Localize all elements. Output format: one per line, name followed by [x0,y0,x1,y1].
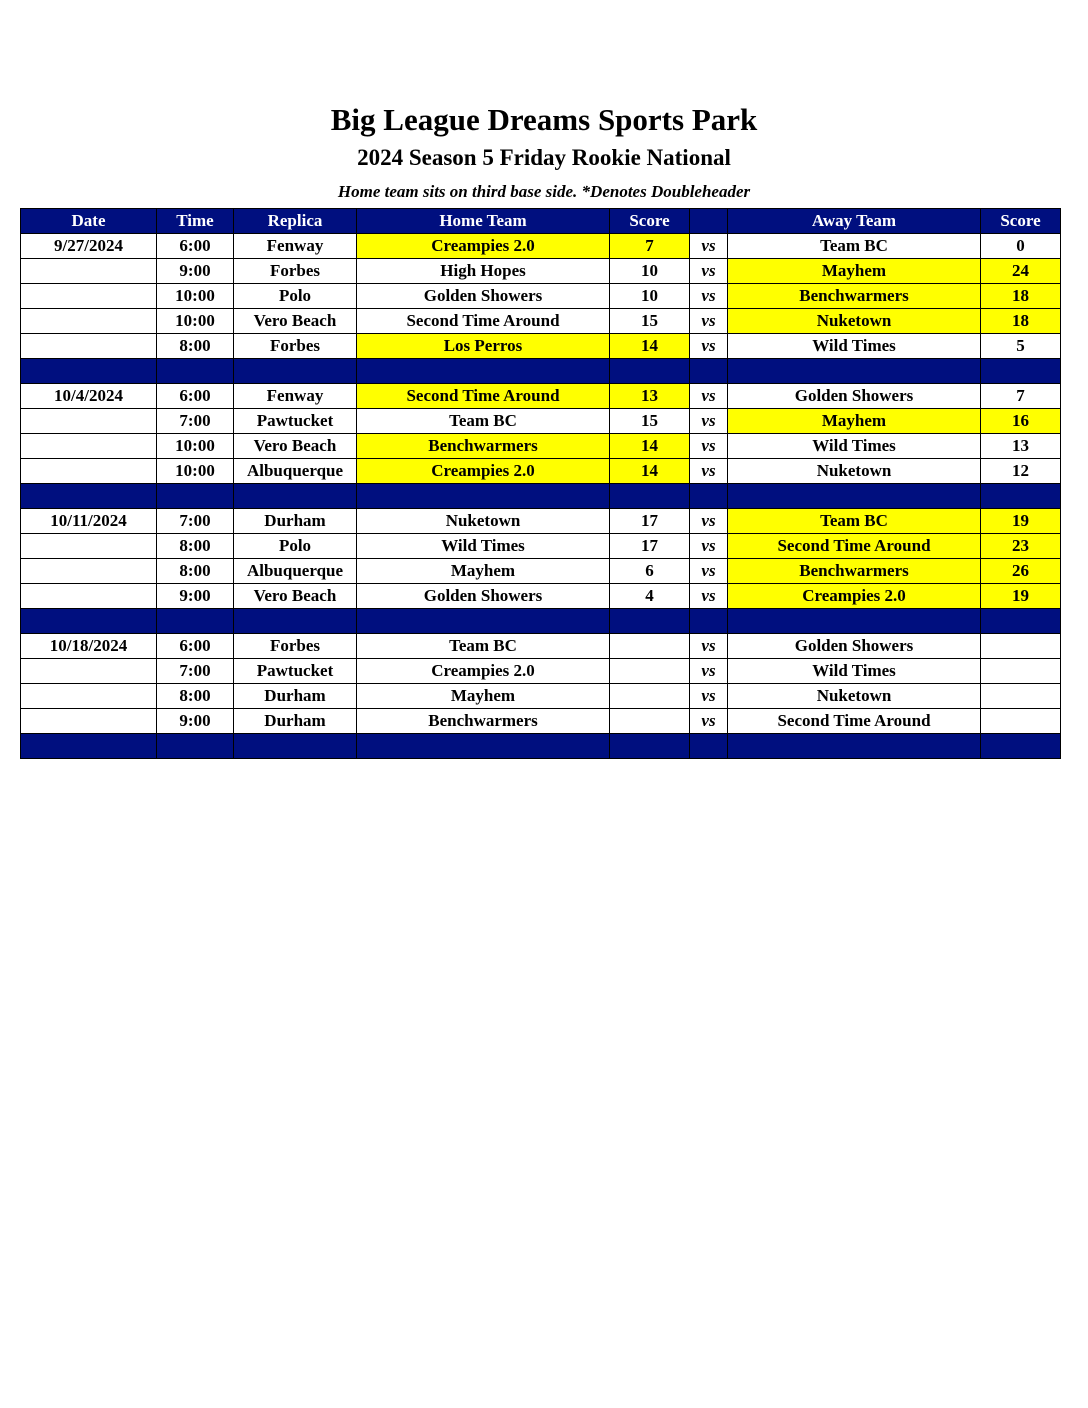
column-header-home-score: Score [610,209,690,234]
separator-cell [981,484,1061,509]
column-header-time: Time [157,209,234,234]
vs-cell: vs [690,634,728,659]
replica-cell: Durham [234,709,357,734]
home-team-cell: Wild Times [357,534,610,559]
home-team-cell: Team BC [357,409,610,434]
replica-cell: Pawtucket [234,409,357,434]
home-team-cell: Los Perros [357,334,610,359]
away-team-cell: Second Time Around [728,709,981,734]
vs-cell: vs [690,334,728,359]
home-score-cell: 14 [610,459,690,484]
vs-cell: vs [690,659,728,684]
column-header-away-team: Away Team [728,209,981,234]
away-team-cell: Benchwarmers [728,559,981,584]
home-score-cell: 13 [610,384,690,409]
home-score-cell: 17 [610,509,690,534]
separator-cell [728,484,981,509]
away-team-cell: Wild Times [728,334,981,359]
separator-cell [728,359,981,384]
time-cell: 6:00 [157,234,234,259]
separator-cell [357,609,610,634]
time-cell: 6:00 [157,634,234,659]
separator-cell [21,484,157,509]
separator-cell [610,609,690,634]
home-score-cell [610,659,690,684]
home-score-cell: 15 [610,309,690,334]
separator-cell [728,609,981,634]
vs-cell: vs [690,409,728,434]
time-cell: 10:00 [157,434,234,459]
schedule-note: Home team sits on third base side. *Denotes Doubleheader [337,182,751,201]
home-score-cell: 14 [610,434,690,459]
column-header-replica: Replica [234,209,357,234]
time-cell: 8:00 [157,559,234,584]
away-team-cell: Golden Showers [728,634,981,659]
home-score-cell: 17 [610,534,690,559]
home-team-cell: Nuketown [357,509,610,534]
vs-cell: vs [690,309,728,334]
date-cell [21,459,157,484]
separator-cell [690,609,728,634]
replica-cell: Vero Beach [234,584,357,609]
schedule-body [21,234,1061,759]
separator-cell [690,484,728,509]
table-row [21,259,1061,284]
vs-cell: vs [690,434,728,459]
date-cell [21,434,157,459]
separator-cell [981,609,1061,634]
home-team-cell: Creampies 2.0 [357,234,610,259]
vs-cell: vs [690,234,728,259]
date-cell [21,559,157,584]
home-team-cell: Mayhem [357,684,610,709]
home-team-cell: Benchwarmers [357,709,610,734]
away-team-cell: Team BC [728,234,981,259]
home-team-cell: Benchwarmers [357,434,610,459]
separator-cell [157,734,234,759]
away-score-cell: 26 [981,559,1061,584]
separator-cell [21,734,157,759]
home-team-cell: Golden Showers [357,284,610,309]
week-separator-row [21,609,1061,634]
table-row [21,659,1061,684]
table-row [21,459,1061,484]
home-score-cell: 14 [610,334,690,359]
away-score-cell: 12 [981,459,1061,484]
separator-cell [981,359,1061,384]
separator-cell [357,484,610,509]
separator-cell [610,484,690,509]
column-header-date: Date [21,209,157,234]
table-row [21,309,1061,334]
table-row [21,709,1061,734]
vs-cell: vs [690,534,728,559]
away-score-cell: 18 [981,309,1061,334]
vs-cell: vs [690,709,728,734]
away-team-cell: Benchwarmers [728,284,981,309]
vs-cell: vs [690,509,728,534]
away-score-cell: 19 [981,584,1061,609]
separator-cell [981,734,1061,759]
column-header-vs [690,209,728,234]
separator-cell [157,359,234,384]
away-score-cell: 7 [981,384,1061,409]
separator-cell [234,734,357,759]
home-team-cell: Second Time Around [357,309,610,334]
away-score-cell: 19 [981,509,1061,534]
vs-cell: vs [690,284,728,309]
away-score-cell: 0 [981,234,1061,259]
away-score-cell [981,684,1061,709]
replica-cell: Polo [234,284,357,309]
away-team-cell: Nuketown [728,309,981,334]
date-cell: 9/27/2024 [21,234,157,259]
time-cell: 8:00 [157,534,234,559]
away-score-cell [981,659,1061,684]
time-cell: 7:00 [157,659,234,684]
separator-cell [357,359,610,384]
column-header-away-score: Score [981,209,1061,234]
home-team-cell: Team BC [357,634,610,659]
table-row [21,684,1061,709]
replica-cell: Albuquerque [234,559,357,584]
replica-cell: Vero Beach [234,309,357,334]
replica-cell: Forbes [234,334,357,359]
away-score-cell: 5 [981,334,1061,359]
separator-cell [21,609,157,634]
away-team-cell: Nuketown [728,459,981,484]
home-score-cell: 10 [610,284,690,309]
time-cell: 10:00 [157,284,234,309]
replica-cell: Forbes [234,259,357,284]
away-team-cell: Team BC [728,509,981,534]
table-row [21,634,1061,659]
date-cell [21,684,157,709]
replica-cell: Pawtucket [234,659,357,684]
separator-cell [157,484,234,509]
table-header-row [21,209,1061,234]
replica-cell: Vero Beach [234,434,357,459]
date-cell [21,534,157,559]
away-score-cell: 24 [981,259,1061,284]
table-row [21,559,1061,584]
separator-cell [21,359,157,384]
page-subtitle: 2024 Season 5 Friday Rookie National [357,145,731,170]
home-score-cell [610,709,690,734]
home-score-cell [610,684,690,709]
replica-cell: Polo [234,534,357,559]
time-cell: 8:00 [157,684,234,709]
away-score-cell: 13 [981,434,1061,459]
separator-cell [728,734,981,759]
replica-cell: Albuquerque [234,459,357,484]
separator-cell [157,609,234,634]
date-cell [21,334,157,359]
home-team-cell: Second Time Around [357,384,610,409]
away-team-cell: Wild Times [728,434,981,459]
date-cell [21,309,157,334]
table-row [21,334,1061,359]
date-cell [21,259,157,284]
column-header-home-team: Home Team [357,209,610,234]
away-score-cell: 16 [981,409,1061,434]
date-cell [21,659,157,684]
home-team-cell: Creampies 2.0 [357,659,610,684]
table-row [21,409,1061,434]
schedule-table [20,208,1061,759]
date-cell [21,709,157,734]
replica-cell: Forbes [234,634,357,659]
time-cell: 10:00 [157,459,234,484]
page-title: Big League Dreams Sports Park [330,102,758,137]
home-score-cell: 4 [610,584,690,609]
separator-cell [610,734,690,759]
time-cell: 7:00 [157,409,234,434]
vs-cell: vs [690,259,728,284]
away-score-cell: 18 [981,284,1061,309]
time-cell: 9:00 [157,584,234,609]
away-score-cell [981,709,1061,734]
date-cell: 10/11/2024 [21,509,157,534]
home-score-cell: 10 [610,259,690,284]
table-row [21,584,1061,609]
away-team-cell: Second Time Around [728,534,981,559]
vs-cell: vs [690,459,728,484]
table-row [21,434,1061,459]
separator-cell [610,359,690,384]
replica-cell: Fenway [234,384,357,409]
date-cell [21,409,157,434]
vs-cell: vs [690,684,728,709]
away-team-cell: Creampies 2.0 [728,584,981,609]
time-cell: 9:00 [157,259,234,284]
week-separator-row [21,734,1061,759]
home-score-cell: 7 [610,234,690,259]
home-score-cell: 15 [610,409,690,434]
date-cell: 10/18/2024 [21,634,157,659]
table-row [21,509,1061,534]
time-cell: 6:00 [157,384,234,409]
separator-cell [234,359,357,384]
separator-cell [690,734,728,759]
away-team-cell: Mayhem [728,409,981,434]
replica-cell: Fenway [234,234,357,259]
week-separator-row [21,484,1061,509]
time-cell: 10:00 [157,309,234,334]
vs-cell: vs [690,384,728,409]
separator-cell [234,609,357,634]
separator-cell [357,734,610,759]
separator-cell [690,359,728,384]
home-team-cell: Mayhem [357,559,610,584]
home-score-cell [610,634,690,659]
home-team-cell: Creampies 2.0 [357,459,610,484]
time-cell: 8:00 [157,334,234,359]
table-row [21,284,1061,309]
table-row [21,384,1061,409]
table-row [21,234,1061,259]
replica-cell: Durham [234,684,357,709]
home-score-cell: 6 [610,559,690,584]
replica-cell: Durham [234,509,357,534]
week-separator-row [21,359,1061,384]
away-team-cell: Nuketown [728,684,981,709]
time-cell: 7:00 [157,509,234,534]
away-score-cell: 23 [981,534,1061,559]
away-team-cell: Golden Showers [728,384,981,409]
separator-cell [234,484,357,509]
table-row [21,534,1061,559]
time-cell: 9:00 [157,709,234,734]
away-team-cell: Mayhem [728,259,981,284]
home-team-cell: High Hopes [357,259,610,284]
date-cell [21,584,157,609]
away-team-cell: Wild Times [728,659,981,684]
away-score-cell [981,634,1061,659]
home-team-cell: Golden Showers [357,584,610,609]
vs-cell: vs [690,584,728,609]
vs-cell: vs [690,559,728,584]
date-cell: 10/4/2024 [21,384,157,409]
date-cell [21,284,157,309]
